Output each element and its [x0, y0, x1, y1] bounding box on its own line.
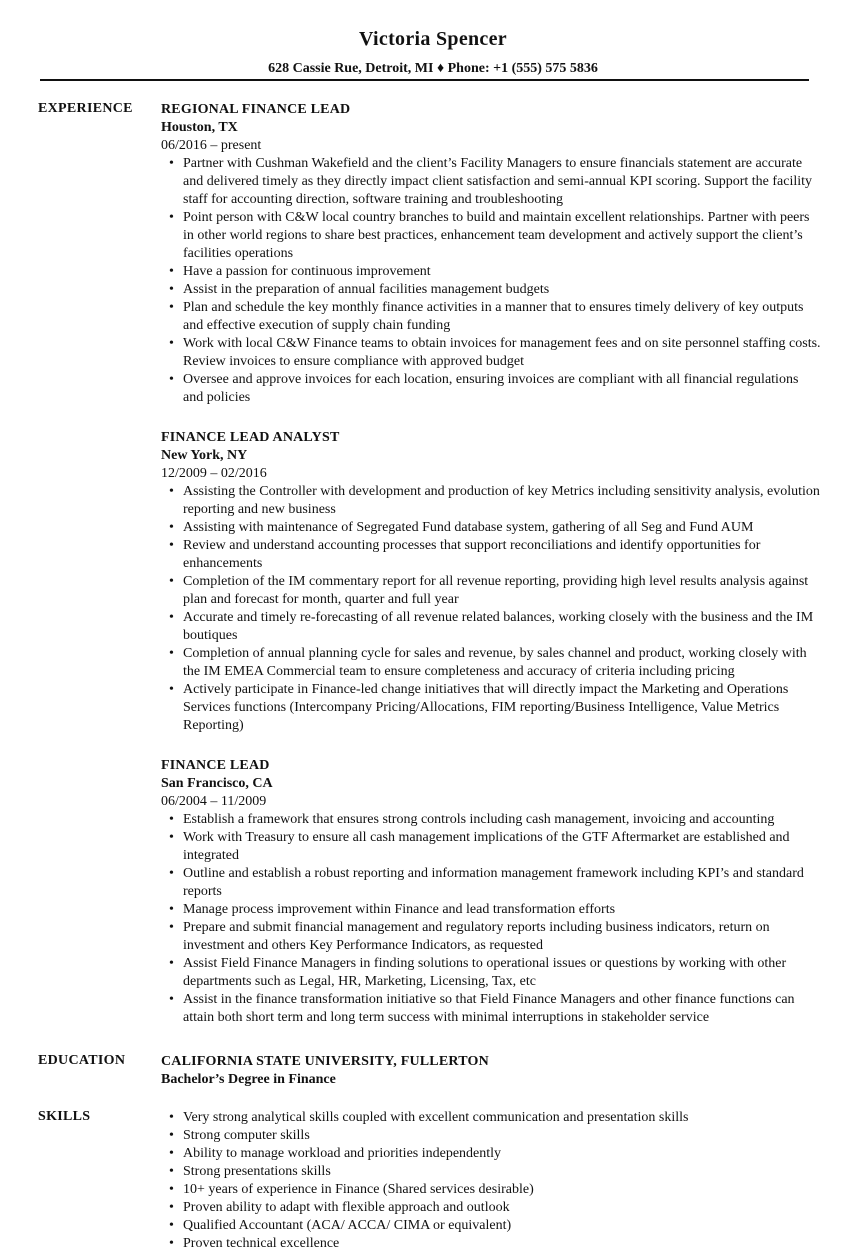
job-location: San Francisco, CA	[161, 776, 273, 791]
list-item: • Plan and schedule the key monthly finance activities in a manner that to ensures timely delivery of key outputs and effective execution of supply chain funding	[161, 299, 821, 335]
list-item: • Ability to manage workload and priorities independently	[161, 1145, 821, 1163]
list-item: • Assisting the Controller with development and production of key Metrics including sensitivity analysis, evolution reporting and new business	[161, 483, 821, 519]
list-item: • Outline and establish a robust reporting and information management framework including KPI’s and standard reports	[161, 865, 821, 901]
job-title: REGIONAL FINANCE LEAD	[161, 102, 351, 117]
job-entry	[161, 757, 821, 1027]
list-item: • Proven technical excellence	[161, 1235, 821, 1253]
list-item: • Assisting with maintenance of Segregated Fund database system, gathering of all Seg and Fund AUM	[161, 519, 821, 537]
job-title: FINANCE LEAD	[161, 758, 270, 773]
list-item: • Strong presentations skills	[161, 1163, 821, 1181]
list-item: • Review and understand accounting processes that support reconciliations and identify opportunities for enhancements	[161, 537, 821, 573]
job-dates: 12/2009 – 02/2016	[161, 466, 267, 481]
list-item: • Work with Treasury to ensure all cash management implications of the GTF Aftermarket are established and integrated	[161, 829, 821, 865]
list-item: • Prepare and submit financial management and regulatory reports including business indicators, return on investment and others Key Performance Indicators, as requested	[161, 919, 821, 955]
list-item: • Very strong analytical skills coupled with excellent communication and presentation skills	[161, 1109, 821, 1127]
list-item: • Oversee and approve invoices for each location, ensuring invoices are compliant with all financial regulations and policies	[161, 371, 821, 407]
job-title: FINANCE LEAD ANALYST	[161, 430, 340, 445]
skills-section-label: SKILLS	[38, 1109, 91, 1124]
experience-section-label: EXPERIENCE	[38, 101, 133, 116]
list-item: • Establish a framework that ensures strong controls including cash management, invoicing and accounting	[161, 811, 821, 829]
list-item: • Strong computer skills	[161, 1127, 821, 1145]
list-item: • Assist Field Finance Managers in finding solutions to operational issues or questions by working with other departments such as Legal, HR, Marketing, Licensing, Tax, etc	[161, 955, 821, 991]
list-item: • Have a passion for continuous improvement	[161, 263, 821, 281]
job-location: New York, NY	[161, 448, 248, 463]
job-location: Houston, TX	[161, 120, 238, 135]
header-divider	[40, 79, 809, 81]
skills-bullets	[161, 1109, 821, 1253]
candidate-name: Victoria Spencer	[359, 28, 507, 50]
contact-line: 628 Cassie Rue, Detroit, MI ♦ Phone: +1 (555) 575 5836	[268, 61, 598, 76]
job-bullets	[161, 483, 821, 735]
job-bullets	[161, 155, 821, 407]
list-item: • Manage process improvement within Finance and lead transformation efforts	[161, 901, 821, 919]
list-item: • Partner with Cushman Wakefield and the client’s Facility Managers to ensure financials statement are accurate and delivered timely as they directly impact client satisfaction and semi-annual KPI scoring. Support the facility staff for accounting direction, software training and troubleshooting	[161, 155, 821, 209]
school-name: CALIFORNIA STATE UNIVERSITY, FULLERTON	[161, 1054, 489, 1069]
list-item: • 10+ years of experience in Finance (Shared services desirable)	[161, 1181, 821, 1199]
list-item: • Actively participate in Finance-led change initiatives that will directly impact the Marketing and Operations Services functions (Intercompany Pricing/Allocations, FIM reporting/Business Intelligence, Value Metrics Reporting)	[161, 681, 821, 735]
list-item: • Proven ability to adapt with flexible approach and outlook	[161, 1199, 821, 1217]
job-entry	[161, 429, 821, 735]
job-dates: 06/2016 – present	[161, 138, 262, 153]
list-item: • Assist in the finance transformation initiative so that Field Finance Managers and other finance functions can attain both short term and long term success with minimal interruptions in stakeholder service	[161, 991, 821, 1027]
list-item: • Assist in the preparation of annual facilities management budgets	[161, 281, 821, 299]
skills-list	[161, 1109, 821, 1253]
job-bullets	[161, 811, 821, 1027]
education-entry	[161, 1053, 821, 1089]
list-item: • Completion of annual planning cycle for sales and revenue, by sales channel and product, working closely with the IM EMEA Commercial team to ensure completeness and accuracy of criteria including pricing	[161, 645, 821, 681]
degree: Bachelor’s Degree in Finance	[161, 1072, 336, 1087]
list-item: • Completion of the IM commentary report for all revenue reporting, providing high level results analysis against plan and forecast for month, quarter and full year	[161, 573, 821, 609]
job-entry	[161, 101, 821, 407]
job-dates: 06/2004 – 11/2009	[161, 794, 267, 809]
list-item: • Work with local C&W Finance teams to obtain invoices for management fees and on site personnel staffing costs. Review invoices to ensure compliance with approved budget	[161, 335, 821, 371]
list-item: • Qualified Accountant (ACA/ ACCA/ CIMA or equivalent)	[161, 1217, 821, 1235]
list-item: • Accurate and timely re-forecasting of all revenue related balances, working closely with the business and the IM boutiques	[161, 609, 821, 645]
education-section-label: EDUCATION	[38, 1053, 126, 1068]
list-item: • Point person with C&W local country branches to build and maintain excellent relationships. Partner with peers in other world regions to share best practices, enhancement team development and actively support the client’s facilities operations	[161, 209, 821, 263]
